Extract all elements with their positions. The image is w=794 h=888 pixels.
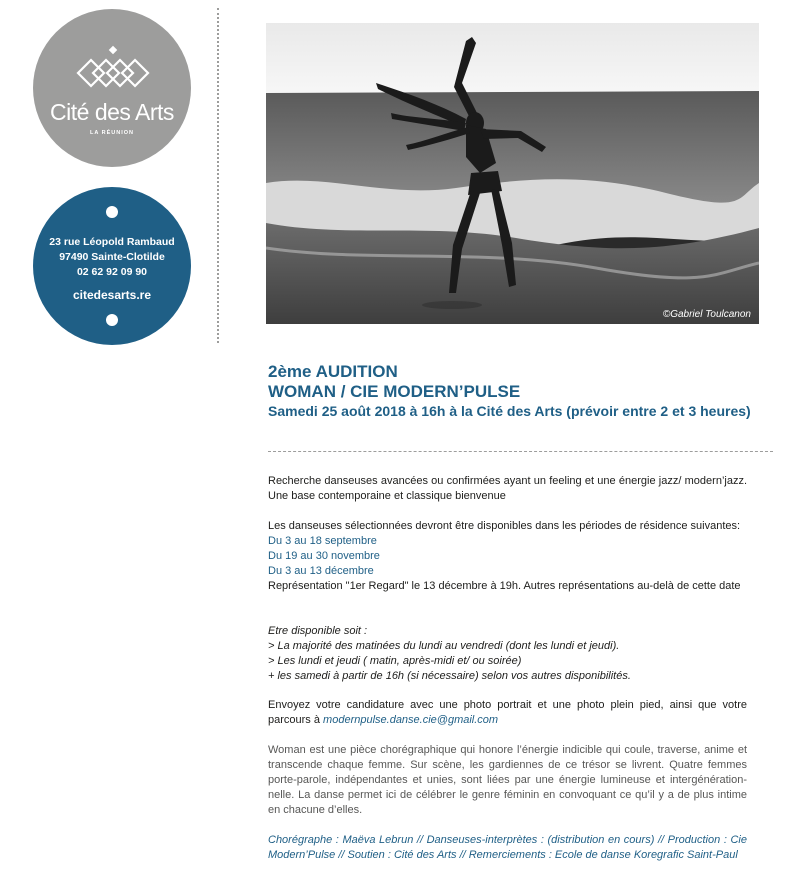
photo-credit: ©Gabriel Toulcanon — [662, 309, 751, 320]
availability-section — [268, 519, 747, 594]
period-item: Du 3 au 13 décembre — [268, 565, 374, 577]
condition-item: > Les lundi et jeudi ( matin, après-midi et/ ou soirée) — [268, 655, 522, 667]
logo-subtitle: LA RÉUNION — [89, 130, 135, 136]
availability-intro: Les danseuses sélectionnées devront être disponibles dans les périodes de résidence suivantes: — [268, 520, 741, 532]
dancer-beach-image — [266, 23, 759, 324]
condition-item: + les samedi à partir de 16h (si nécessaire) selon vos autres disponibilités. — [268, 670, 631, 682]
contact-details — [33, 235, 191, 280]
apply-text: Envoyez votre candidature avec une photo portrait et une photo plein pied, ainsi que votre parcours à — [268, 699, 747, 726]
hero-photo — [266, 23, 759, 324]
audition-title: 2ème AUDITION — [268, 362, 398, 381]
logo-name: Cité des Arts — [50, 99, 174, 125]
audition-heading — [268, 362, 751, 420]
cite-des-arts-logo-icon — [73, 41, 153, 101]
address-line2: 97490 Sainte-Clotilde — [59, 251, 165, 263]
vertical-divider — [217, 8, 219, 343]
audition-date: Samedi 25 août 2018 à 16h à la Cité des Arts (prévoir entre 2 et 3 heures) — [268, 403, 751, 419]
description-paragraph: Woman est une pièce chorégraphique qui honore l’énergie indicible qui coule, traverse, anime et transcende chaque femme. Sur scène, les gardiennes de ce trésor se livrent. Quatre femmes porte-parole, indépendantes et unies, sont liées par une énergie lumineuse et intergénération- nelle. La danse permet ici de célébrer le genre féminin en convoquant ce qu’il y a de plus intime en chacune d’elles. — [268, 744, 747, 816]
credits-paragraph: Chorégraphe : Maëva Lebrun // Danseuses-interprètes : (distribution en cours) // Production : Cie Modern’Pulse // Soutien : Cité des Arts // Remerciements : Ecole de danse Koregrafic Saint-Paul — [268, 834, 747, 861]
address-line1: 23 rue Léopold Rambaud — [49, 236, 175, 248]
apply-paragraph — [268, 698, 747, 728]
intro-paragraph: Recherche danseuses avancées ou confirmées ayant un feeling et une énergie jazz/ modern’jazz. Une base contemporaine et classique bienvenue — [268, 475, 747, 502]
phone-number: 02 62 92 09 90 — [76, 266, 148, 278]
show-title: WOMAN / CIE MODERN’PULSE — [268, 382, 521, 401]
contact-block — [33, 187, 191, 345]
period-item: Du 19 au 30 novembre — [268, 550, 380, 562]
section-divider — [268, 451, 773, 452]
dot-icon — [106, 206, 118, 218]
period-item: Du 3 au 18 septembre — [268, 535, 377, 547]
email-link[interactable]: modernpulse.danse.cie@gmail.com — [323, 714, 499, 726]
representation-text: Représentation "1er Regard" le 13 décembre à 19h. Autres représentations au-delà de cette date — [268, 580, 741, 592]
website-link[interactable]: citedesarts.re — [72, 288, 152, 302]
conditions-section — [268, 624, 747, 684]
dot-icon — [106, 314, 118, 326]
logo — [33, 9, 191, 167]
condition-item: > La majorité des matinées du lundi au vendredi (dont les lundi et jeudi). — [268, 640, 620, 652]
conditions-title: Etre disponible soit : — [268, 625, 368, 637]
